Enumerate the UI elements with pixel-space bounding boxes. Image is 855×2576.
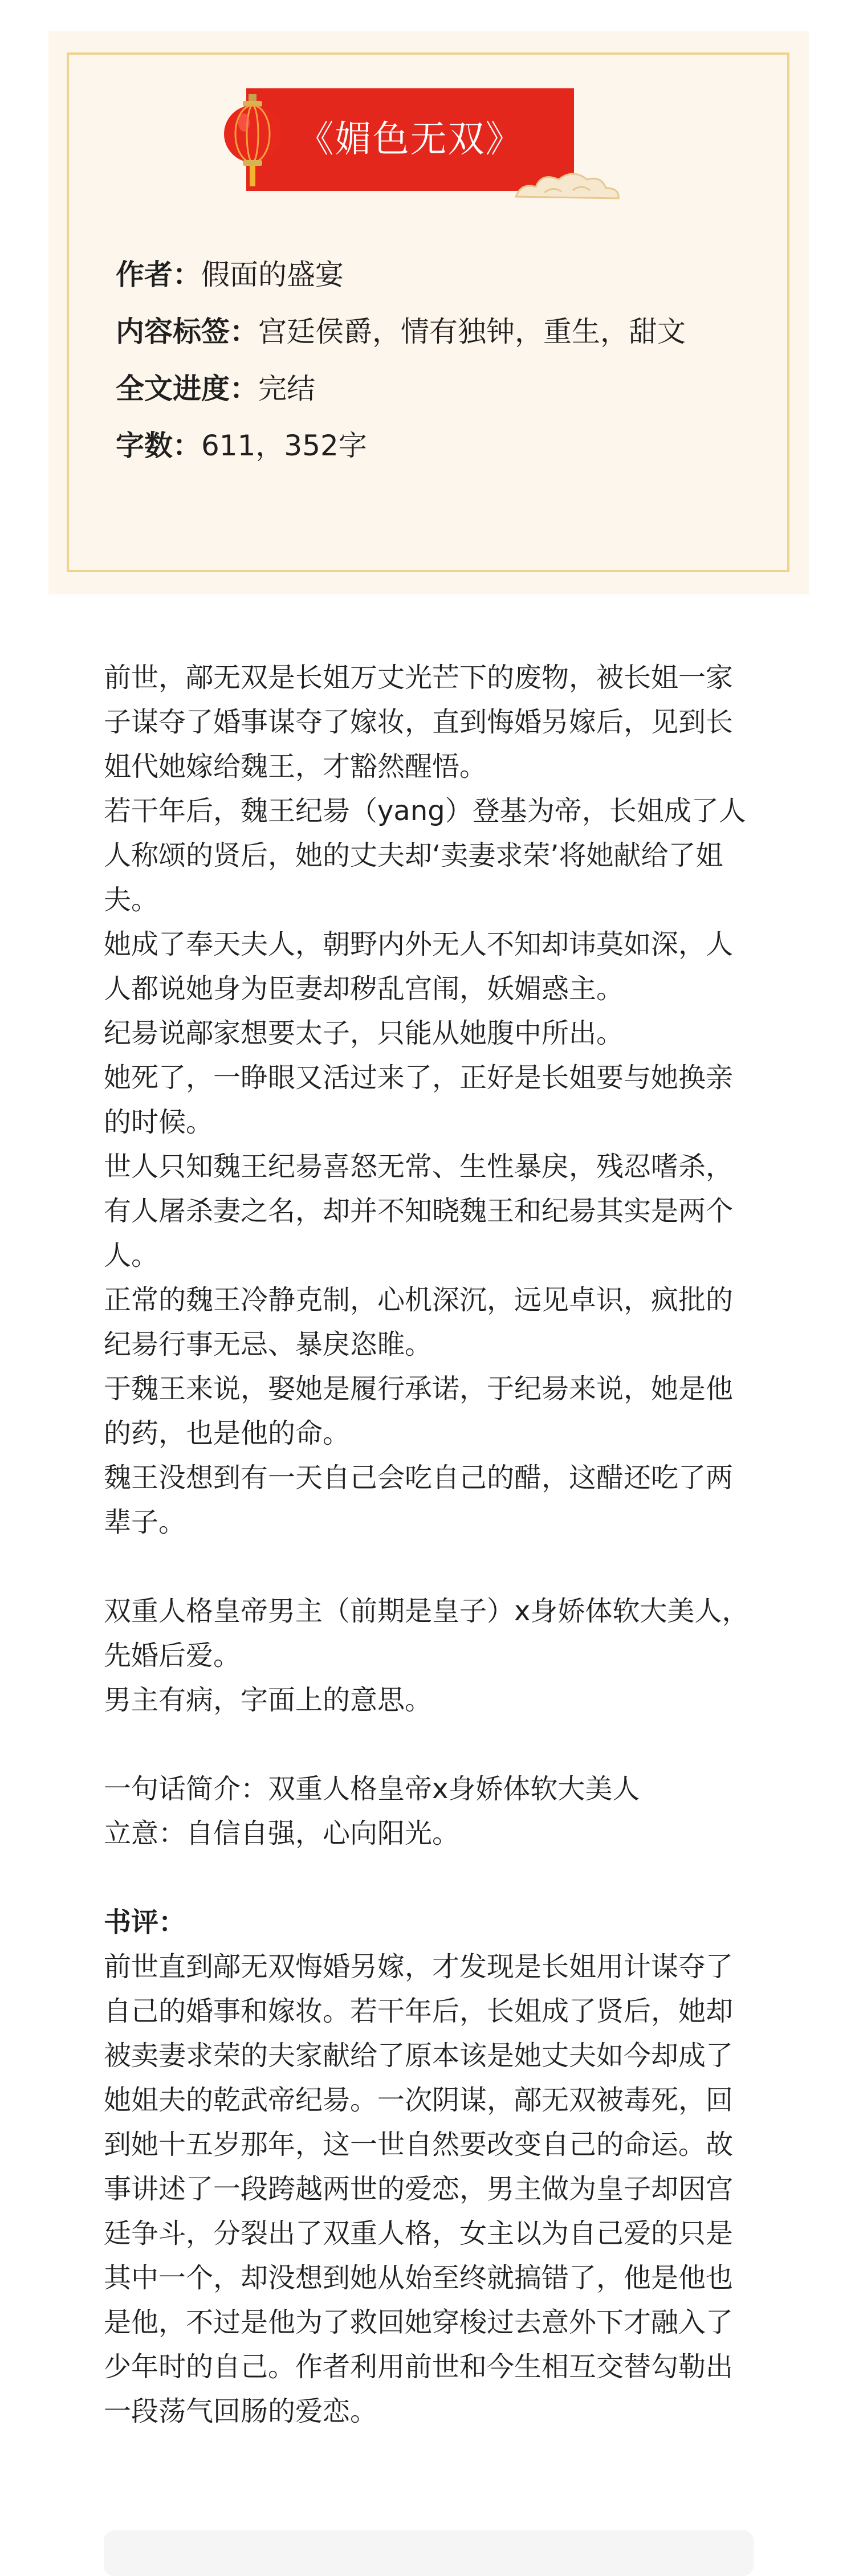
- spacer: [104, 1856, 759, 1900]
- spacer: [104, 1544, 759, 1589]
- auspicious-cloud-icon: [510, 165, 624, 205]
- synopsis-paragraph: 若干年后，魏王纪昜（yang）登基为帝，长姐成了人人称颂的贤后，她的丈夫却‘卖妻求荣’将她献给了姐夫。: [104, 795, 746, 916]
- note-paragraph: 男主有病，字面上的意思。: [104, 1684, 433, 1716]
- synopsis-paragraph: 世人只知魏王纪昜喜怒无常、生性暴戾，残忍嗜杀，有人屠杀妻之名，却并不知晓魏王和纪昜其实是两个人。: [104, 1151, 734, 1271]
- meta-value: 假面的盛宴: [201, 258, 344, 291]
- next-card-edge: [104, 2530, 754, 2576]
- article-body: [104, 655, 759, 2434]
- meta-tags: [116, 303, 743, 360]
- meta-label: 作者：: [116, 258, 201, 291]
- meta-author: [116, 246, 743, 303]
- theme-statement: 立意：自信自强，心向阳光。: [104, 1817, 460, 1849]
- meta-value: 宫廷侯爵，情有独钟，重生，甜文: [258, 315, 686, 348]
- synopsis-paragraph: 她成了奉天夫人，朝野内外无人不知却讳莫如深，人人都说她身为臣妻却秽乱宫闱，妖媚惑主。: [104, 928, 734, 1005]
- synopsis-paragraph: 于魏王来说，娶她是履行承诺，于纪昜来说，她是他的药，也是他的命。: [104, 1373, 734, 1449]
- note-paragraph: 双重人格皇帝男主（前期是皇子）x身娇体软大美人，先婚后爱。: [104, 1595, 750, 1672]
- meta-label: 内容标签：: [116, 315, 258, 348]
- meta-label: 字数：: [116, 429, 201, 462]
- synopsis-paragraph: 她死了，一睁眼又活过来了，正好是长姐要与她换亲的时候。: [104, 1062, 734, 1138]
- meta-label: 全文进度：: [116, 372, 258, 405]
- book-title: 《媚色无双》: [297, 119, 523, 161]
- spacer: [104, 1722, 759, 1767]
- meta-progress: [116, 360, 743, 417]
- review-text: 前世直到鄗无双悔婚另嫁，才发现是长姐用计谋夺了自己的婚事和嫁妆。若干年后，长姐成了贤后，她却被卖妻求荣的夫家献给了原本该是她丈夫如今却成了她姐夫的乾武帝纪昜。一次阴谋，鄗无双被毒死，回到她十五岁那年，这一世自然要改变自己的命运。故事讲述了一段跨越两世的爱恋，男主做为皇子却因宫廷争斗，分裂出了双重人格，女主以为自己爱的只是其中一个，却没想到她从始至终就搞错了，他是他也是他，不过是他为了救回她穿梭过去意外下才融入了少年时的自己。作者利用前世和今生相互交替勾勒出一段荡气回肠的爱恋。: [104, 1951, 734, 2427]
- meta-value: 完结: [258, 372, 315, 405]
- synopsis-paragraph: 纪昜说鄗家想要太子，只能从她腹中所出。: [104, 1017, 624, 1049]
- synopsis-paragraph: 魏王没想到有一天自己会吃自己的醋，这醋还吃了两辈子。: [104, 1462, 734, 1538]
- synopsis-paragraph: 正常的魏王冷静克制，心机深沉，远见卓识，疯批的纪昜行事无忌、暴戾恣睢。: [104, 1284, 734, 1360]
- meta-value: 611，352字: [201, 429, 367, 462]
- one-line-summary: 一句话简介：双重人格皇帝x身娇体软大美人: [104, 1773, 640, 1805]
- lantern-icon: [221, 94, 284, 188]
- synopsis-paragraph: 前世，鄗无双是长姐万丈光芒下的废物，被长姐一家子谋夺了婚事谋夺了嫁妆，直到悔婚另嫁后，见到长姐代她嫁给魏王，才豁然醒悟。: [104, 662, 734, 782]
- book-meta: [116, 246, 743, 474]
- review-heading: 书评：: [104, 1906, 186, 1938]
- meta-word-count: [116, 417, 743, 474]
